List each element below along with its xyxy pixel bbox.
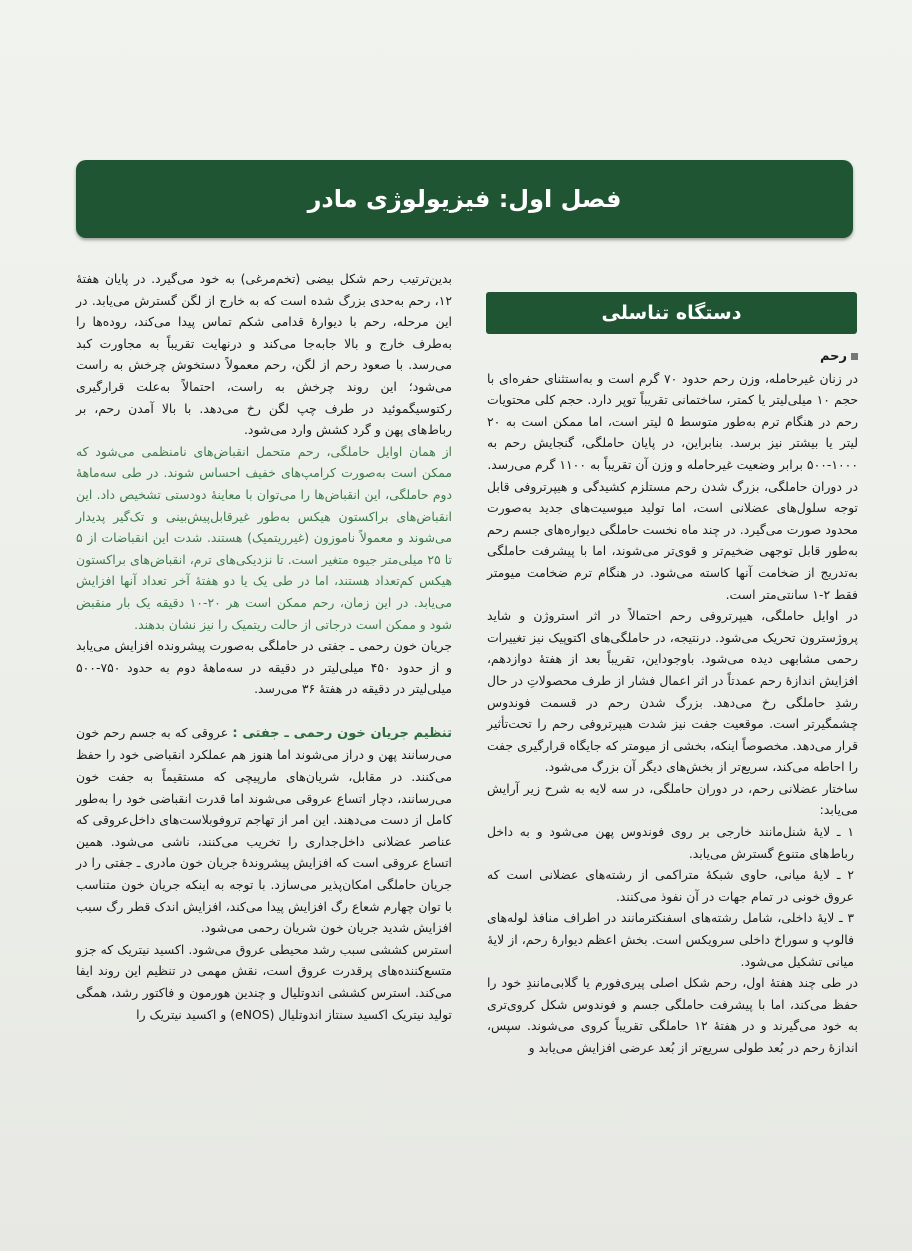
right-column (487, 346, 858, 1059)
list-item: ۳ ـ لایهٔ داخلی، شامل رشته‌های اسفنکترمانند در اطراف منافذ لوله‌های فالوپ و سوراخ داخلی سرویکس است. بخش اعظم دیوارهٔ رحم، از لایهٔ میانی تشکیل می‌شود. (487, 910, 854, 969)
paragraph (76, 722, 452, 939)
paragraph: در دوران حاملگی، بزرگ شدن رحم مستلزم کشیدگی و هیپرتروفی قابل توجه سلول‌های عضلانی است، اما تولید میوسیت‌های جدید به‌صورت محدود صورت می‌گیرد. در چند ماه نخست حاملگی دیواره‌های جسم رحم به‌طور قابل توجهی ضخیم‌تر و قوی‌تر می‌شوند، اما با پیشرفت حاملگی به‌تدریج از ضخامت آنها کاسته می‌شود. در هنگام ترم ضخامت میومتر فقط ۲-۱ سانتی‌متر است. (487, 478, 858, 602)
section-title: دستگاه تناسلی (601, 302, 742, 324)
blood-flow-text: عروقی که به جسم رحم خون می‌رسانند پهن و دراز می‌شوند اما هنوز هم عملکرد انقباضی خود را حفظ می‌کنند. در مقابل، شریان‌های مارپیچی که مستقیماً به جفت خون می‌رسانند، دچار اتساع عروقی می‌شوند اما قدرت انقباضی خود را به‌طور کامل از دست می‌دهند. این امر از تهاجم تروفوبلاست‌های داخل‌عروقی که عناصر عضلانی داخل‌جداری را تخریب می‌کنند، ناشی می‌شود. همین اتساع عروقی است که افزایش پیشروندهٔ جریان خون مادری ـ جفتی را در جریان حاملگی امکان‌پذیر می‌سازد. با توجه به اینکه جریان خون متناسب با توان چهارم شعاع رگ افزایش پیدا می‌کند، افزایش اندک قطر رگ سبب افزایش شدید جریان خون شریان رحمی می‌شود. (76, 724, 452, 936)
paragraph: بدین‌ترتیب رحم شکل بیضی (تخم‌مرغی) به خود می‌گیرد. در پایان هفتهٔ ۱۲، رحم به‌حدی بزرگ شده است که به خارج از لگن گسترش می‌یابد. در این مرحله، رحم با دیوارهٔ قدامی شکم تماس پیدا می‌کند، روده‌ها را به‌طرف خارج و بالا جابه‌جا می‌کند و درنهایت تقریباً به مجاورت کبد می‌رسد. با صعود رحم از لگن، رحم معمولاً دستخوش چرخش به راست می‌شود؛ این روند چرخش به راست، احتمالاً به‌علت قرارگیری رکتوسیگموئید در طرف چپ لگن رخ می‌دهد. با بالا آمدن رحم، بر رباط‌های پهن و گرد کشش وارد می‌شود. (76, 271, 452, 438)
braxton-hicks-paragraph: از همان اوایل حاملگی، رحم متحمل انقباض‌های نامنظمی می‌شود که ممکن است به‌صورت کرامپ‌های خفیف احساس شوند. در طی سه‌ماههٔ دوم حاملگی، این انقباض‌ها را می‌توان با معاینهٔ دودستی تشخیص داد. این انقباض‌های براکستون هیکس به‌طور غیرقابل‌پیش‌بینی و تک‌گیر پدیدار می‌شوند و معمولاً ناموزون (غیرریتمیک) هستند. شدت این انقباضات از ۵ تا ۲۵ میلی‌متر جیوه متغیر است. تا نزدیکی‌های ترم، انقباض‌های براکستون هیکس کم‌تعداد هستند، اما در طی یک یا دو هفتهٔ آخر تعداد آنها افزایش می‌یابد. در این زمان، رحم ممکن است هر ۲۰-۱۰ دقیقه یک بار منقبض شود و ممکن است درجاتی از حالت ریتمیک را نیز نشان بدهند. (76, 443, 452, 632)
paragraph: ساختار عضلانی رحم، در دوران حاملگی، در سه لایه به شرح زیر آرایش می‌یابد: (487, 780, 858, 818)
paragraph: در طی چند هفتهٔ اول، رحم شکل اصلی پیری‌فورم یا گلابی‌مانندِ خود را حفظ می‌کند، اما با پیشرفت حاملگی جسم و فوندوس شکل کروی‌تری به خود می‌گیرند و در هفتهٔ ۱۲ حاملگی تقریباً کروی می‌شوند. سپس، اندازهٔ رحم در بُعد طولی سریع‌تر از بُعد عرضی افزایش می‌یابد و (487, 975, 858, 1055)
chapter-title: فصل اول: فیزیولوژی مادر (307, 185, 622, 213)
paragraph: جریان خون رحمی ـ جفتی در حاملگی به‌صورت پیشرونده افزایش می‌یابد و از حدود ۴۵۰ میلی‌لیتر در دقیقه در سه‌ماههٔ دوم به حدود ۷۵۰-۵۰۰ میلی‌لیتر در دقیقه در هفتهٔ ۳۶ می‌رسد. (76, 638, 452, 697)
blood-flow-heading: تنظیم جریان خون رحمی ـ جفتی : (232, 725, 452, 741)
paragraph: استرس کششی سبب رشد محیطی عروق می‌شود. اکسید نیتریک که جزو متسع‌کننده‌های پرقدرت عروق است، نقش مهمی در تنظیم این روند ایفا می‌کند. استرس کششی اندوتلیال و چندین هورمون و فاکتور رشد، همگی تولید نیتریک اکسید سنتاز اندوتلیال (eNOS) و اکسید نیتریک را (76, 941, 452, 1022)
paragraph: در اوایل حاملگی، هیپرتروفی رحم احتمالاً در اثر استروژن و شاید پروژسترون تحریک می‌شود. درنتیجه، در حاملگی‌های اکتوپیک نیز تغییرات رحمی مشابهی دیده می‌شود. باوجوداین، تقریباً بعد از هفتهٔ دوازدهم، افزایش اندازهٔ رحم عمدتاً در اثر اعمال فشار از طرف محصولاتِ در حال رشدِ حاملگی رخ می‌دهد. بزرگ شدن رحم در قسمت فوندوس چشمگیرتر است. موقعیت جفت نیز شدت هیپرتروفی رحم را تحت‌تأثیر قرار می‌دهد. مخصوصاً اینکه، بخشی از میومتر که جایگاه قرارگیری جفت را احاطه می‌کند، سریع‌تر از بخش‌های دیگر آن بزرگ می‌شود. (487, 608, 858, 775)
uterus-heading: رحم (487, 346, 858, 368)
paragraph: در زنان غیرحامله، وزن رحم حدود ۷۰ گرم است و به‌استثنای حفره‌ای با حجم ۱۰ میلی‌لیتر یا کمتر، ساختمانی تقریباً توپر دارد. حجم کلی محتویات رحم در هنگام ترم به‌طور متوسط ۵ لیتر است، اما ممکن است به ۲۰ لیتر یا بیشتر نیز برسد. بنابراین، در پایان حاملگی، گنجایش رحم به ۱۰۰۰-۵۰۰ برابر وضعیت غیرحامله و وزن آن تقریباً به ۱۱۰۰ گرم می‌رسد. (487, 370, 858, 472)
chapter-banner (76, 160, 853, 238)
spacer (76, 700, 452, 722)
left-column (76, 268, 452, 1025)
bullet-square-icon (851, 353, 858, 360)
list-item: ۱ ـ لایهٔ شنل‌مانند خارجی بر روی فوندوس پهن می‌شود و به داخل رباط‌های متنوع گسترش می‌یابد. (487, 824, 854, 861)
list-item: ۲ ـ لایهٔ میانی، حاوی شبکهٔ متراکمی از رشته‌های عضلانی است که عروق خونی در تمام جهات در آن نفوذ می‌کنند. (487, 867, 854, 904)
section-heading-bar (486, 292, 857, 334)
